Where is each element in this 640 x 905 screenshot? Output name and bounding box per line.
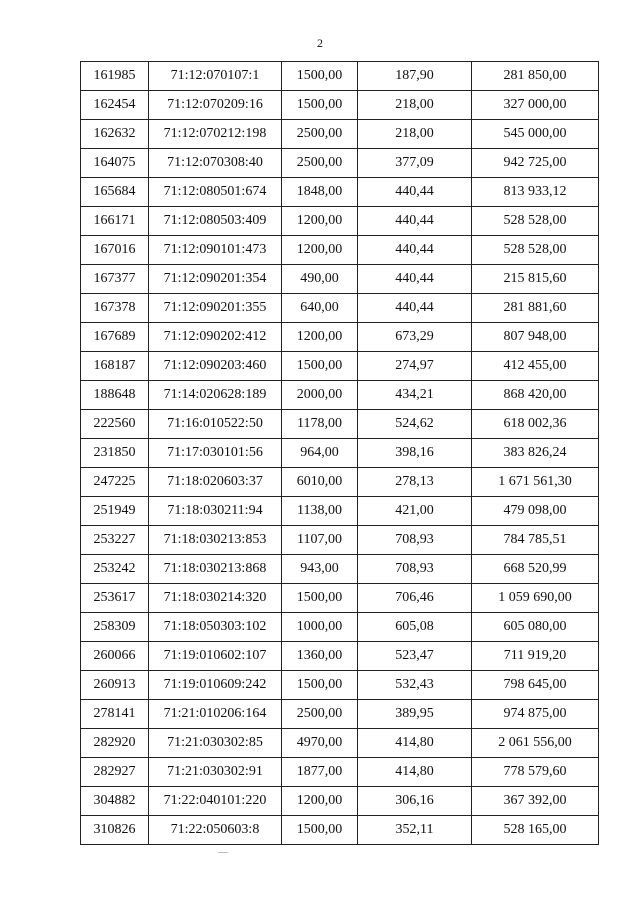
- rate-cell: 440,44: [358, 236, 472, 265]
- record-id-cell: 282920: [81, 729, 149, 758]
- area-cell: 1107,00: [282, 526, 358, 555]
- record-id-cell: 282927: [81, 758, 149, 787]
- value-cell: 281 850,00: [472, 62, 599, 91]
- area-cell: 1200,00: [282, 207, 358, 236]
- cadastral-number-cell: 71:17:030101:56: [149, 439, 282, 468]
- rate-cell: 187,90: [358, 62, 472, 91]
- table-row: [81, 439, 599, 468]
- table-row: [81, 294, 599, 323]
- record-id-cell: 165684: [81, 178, 149, 207]
- rate-cell: 440,44: [358, 178, 472, 207]
- area-cell: 1200,00: [282, 236, 358, 265]
- cadastral-number-cell: 71:12:080501:674: [149, 178, 282, 207]
- record-id-cell: 162632: [81, 120, 149, 149]
- rate-cell: 673,29: [358, 323, 472, 352]
- cadastral-number-cell: 71:12:090101:473: [149, 236, 282, 265]
- area-cell: 1500,00: [282, 62, 358, 91]
- area-cell: 1200,00: [282, 787, 358, 816]
- value-cell: 545 000,00: [472, 120, 599, 149]
- cadastral-number-cell: 71:18:030213:868: [149, 555, 282, 584]
- record-id-cell: 222560: [81, 410, 149, 439]
- area-cell: 964,00: [282, 439, 358, 468]
- record-id-cell: 188648: [81, 381, 149, 410]
- table-row: [81, 381, 599, 410]
- cadastral-number-cell: 71:12:090203:460: [149, 352, 282, 381]
- rate-cell: 218,00: [358, 120, 472, 149]
- rate-cell: 440,44: [358, 294, 472, 323]
- value-cell: 868 420,00: [472, 381, 599, 410]
- value-cell: 813 933,12: [472, 178, 599, 207]
- rate-cell: 532,43: [358, 671, 472, 700]
- rate-cell: 523,47: [358, 642, 472, 671]
- value-cell: 1 059 690,00: [472, 584, 599, 613]
- cadastral-number-cell: 71:16:010522:50: [149, 410, 282, 439]
- area-cell: 1200,00: [282, 323, 358, 352]
- table-row: [81, 758, 599, 787]
- value-cell: 215 815,60: [472, 265, 599, 294]
- value-cell: 807 948,00: [472, 323, 599, 352]
- record-id-cell: 251949: [81, 497, 149, 526]
- value-cell: 367 392,00: [472, 787, 599, 816]
- area-cell: 2500,00: [282, 149, 358, 178]
- cadastral-number-cell: 71:12:090202:412: [149, 323, 282, 352]
- record-id-cell: 167377: [81, 265, 149, 294]
- cadastral-number-cell: 71:19:010602:107: [149, 642, 282, 671]
- table-row: [81, 468, 599, 497]
- table-row: [81, 555, 599, 584]
- area-cell: 640,00: [282, 294, 358, 323]
- record-id-cell: 253617: [81, 584, 149, 613]
- rate-cell: 377,09: [358, 149, 472, 178]
- cadastral-number-cell: 71:12:090201:355: [149, 294, 282, 323]
- value-cell: 618 002,36: [472, 410, 599, 439]
- area-cell: 1000,00: [282, 613, 358, 642]
- record-id-cell: 247225: [81, 468, 149, 497]
- cadastral-number-cell: 71:19:010609:242: [149, 671, 282, 700]
- value-cell: 281 881,60: [472, 294, 599, 323]
- table-row: [81, 671, 599, 700]
- area-cell: 2000,00: [282, 381, 358, 410]
- cadastral-number-cell: 71:12:070209:16: [149, 91, 282, 120]
- table-row: [81, 642, 599, 671]
- cadastral-number-cell: 71:22:040101:220: [149, 787, 282, 816]
- rate-cell: 398,16: [358, 439, 472, 468]
- value-cell: 668 520,99: [472, 555, 599, 584]
- rate-cell: 414,80: [358, 758, 472, 787]
- record-id-cell: 161985: [81, 62, 149, 91]
- record-id-cell: 168187: [81, 352, 149, 381]
- area-cell: 6010,00: [282, 468, 358, 497]
- cadastral-number-cell: 71:18:030211:94: [149, 497, 282, 526]
- rate-cell: 708,93: [358, 526, 472, 555]
- rate-cell: 274,97: [358, 352, 472, 381]
- cadastral-number-cell: 71:18:050303:102: [149, 613, 282, 642]
- rate-cell: 278,13: [358, 468, 472, 497]
- area-cell: 4970,00: [282, 729, 358, 758]
- area-cell: 1500,00: [282, 584, 358, 613]
- value-cell: 327 000,00: [472, 91, 599, 120]
- record-id-cell: 253227: [81, 526, 149, 555]
- area-cell: 943,00: [282, 555, 358, 584]
- area-cell: 1500,00: [282, 91, 358, 120]
- table-row: [81, 787, 599, 816]
- area-cell: 1877,00: [282, 758, 358, 787]
- value-cell: 1 671 561,30: [472, 468, 599, 497]
- value-cell: 711 919,20: [472, 642, 599, 671]
- table-row: [81, 497, 599, 526]
- value-cell: 528 165,00: [472, 816, 599, 845]
- value-cell: 798 645,00: [472, 671, 599, 700]
- record-id-cell: 167689: [81, 323, 149, 352]
- table-row: [81, 120, 599, 149]
- cadastral-number-cell: 71:12:070212:198: [149, 120, 282, 149]
- table-row: [81, 207, 599, 236]
- rate-cell: 421,00: [358, 497, 472, 526]
- table-row: [81, 323, 599, 352]
- table-row: [81, 410, 599, 439]
- data-table: [80, 61, 599, 845]
- record-id-cell: 304882: [81, 787, 149, 816]
- area-cell: 1500,00: [282, 352, 358, 381]
- rate-cell: 434,21: [358, 381, 472, 410]
- cadastral-number-cell: 71:12:070107:1: [149, 62, 282, 91]
- rate-cell: 352,11: [358, 816, 472, 845]
- area-cell: 2500,00: [282, 700, 358, 729]
- value-cell: 412 455,00: [472, 352, 599, 381]
- cadastral-number-cell: 71:18:020603:37: [149, 468, 282, 497]
- record-id-cell: 258309: [81, 613, 149, 642]
- table-row: [81, 352, 599, 381]
- table-row: [81, 149, 599, 178]
- area-cell: 490,00: [282, 265, 358, 294]
- area-cell: 1138,00: [282, 497, 358, 526]
- cadastral-number-cell: 71:12:090201:354: [149, 265, 282, 294]
- cadastral-number-cell: 71:21:030302:91: [149, 758, 282, 787]
- rate-cell: 605,08: [358, 613, 472, 642]
- cadastral-number-cell: 71:12:070308:40: [149, 149, 282, 178]
- value-cell: 528 528,00: [472, 207, 599, 236]
- table-row: [81, 584, 599, 613]
- value-cell: 479 098,00: [472, 497, 599, 526]
- record-id-cell: 167378: [81, 294, 149, 323]
- rate-cell: 218,00: [358, 91, 472, 120]
- record-id-cell: 162454: [81, 91, 149, 120]
- value-cell: 942 725,00: [472, 149, 599, 178]
- area-cell: 1178,00: [282, 410, 358, 439]
- value-cell: 605 080,00: [472, 613, 599, 642]
- rate-cell: 389,95: [358, 700, 472, 729]
- table-row: [81, 236, 599, 265]
- table-row: [81, 613, 599, 642]
- rate-cell: 414,80: [358, 729, 472, 758]
- area-cell: 1500,00: [282, 671, 358, 700]
- table-row: [81, 178, 599, 207]
- value-cell: 383 826,24: [472, 439, 599, 468]
- cadastral-number-cell: 71:21:010206:164: [149, 700, 282, 729]
- table-row: [81, 700, 599, 729]
- table-row: [81, 526, 599, 555]
- rate-cell: 440,44: [358, 265, 472, 294]
- cadastral-number-cell: 71:18:030213:853: [149, 526, 282, 555]
- area-cell: 2500,00: [282, 120, 358, 149]
- value-cell: 2 061 556,00: [472, 729, 599, 758]
- rate-cell: 306,16: [358, 787, 472, 816]
- area-cell: 1360,00: [282, 642, 358, 671]
- table-row: [81, 62, 599, 91]
- table-row: [81, 265, 599, 294]
- record-id-cell: 164075: [81, 149, 149, 178]
- table-body: [81, 62, 599, 845]
- record-id-cell: 253242: [81, 555, 149, 584]
- footer-mark: [218, 852, 228, 853]
- record-id-cell: 260066: [81, 642, 149, 671]
- record-id-cell: 260913: [81, 671, 149, 700]
- cadastral-number-cell: 71:21:030302:85: [149, 729, 282, 758]
- page-number: 2: [317, 36, 323, 50]
- cadastral-number-cell: 71:18:030214:320: [149, 584, 282, 613]
- record-id-cell: 231850: [81, 439, 149, 468]
- rate-cell: 524,62: [358, 410, 472, 439]
- cadastral-number-cell: 71:12:080503:409: [149, 207, 282, 236]
- rate-cell: 708,93: [358, 555, 472, 584]
- table-row: [81, 729, 599, 758]
- value-cell: 784 785,51: [472, 526, 599, 555]
- cadastral-number-cell: 71:14:020628:189: [149, 381, 282, 410]
- table-row: [81, 91, 599, 120]
- record-id-cell: 278141: [81, 700, 149, 729]
- record-id-cell: 166171: [81, 207, 149, 236]
- rate-cell: 440,44: [358, 207, 472, 236]
- table-row: [81, 816, 599, 845]
- rate-cell: 706,46: [358, 584, 472, 613]
- value-cell: 778 579,60: [472, 758, 599, 787]
- area-cell: 1848,00: [282, 178, 358, 207]
- record-id-cell: 167016: [81, 236, 149, 265]
- record-id-cell: 310826: [81, 816, 149, 845]
- value-cell: 974 875,00: [472, 700, 599, 729]
- value-cell: 528 528,00: [472, 236, 599, 265]
- area-cell: 1500,00: [282, 816, 358, 845]
- cadastral-number-cell: 71:22:050603:8: [149, 816, 282, 845]
